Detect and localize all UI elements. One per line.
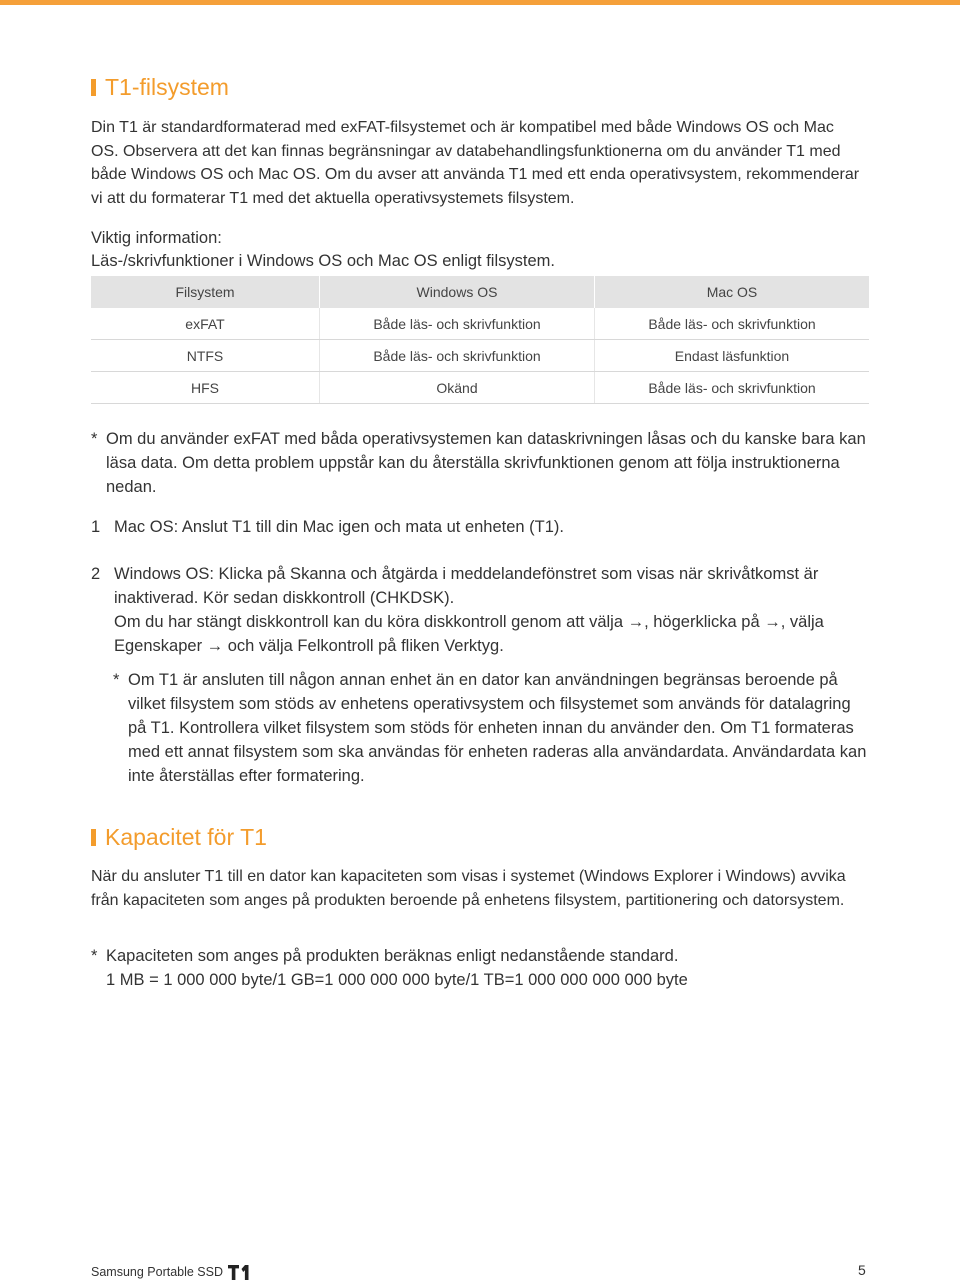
exfat-note	[91, 427, 871, 499]
table-row	[91, 372, 869, 404]
asterisk-mark: *	[91, 947, 98, 965]
table-cell: NTFS	[91, 340, 320, 372]
filesystem-table	[91, 276, 869, 404]
capacity-note	[91, 944, 871, 992]
t1-logo-icon	[228, 1262, 252, 1282]
device-note	[113, 668, 869, 788]
section-title-text: Kapacitet för T1	[105, 824, 267, 850]
top-accent-bar	[0, 0, 960, 5]
capacity-standard-text: 1 MB = 1 000 000 byte/1 GB=1 000 000 000 byte/1 TB=1 000 000 000 000 byte	[106, 971, 688, 989]
section-title-capacity	[91, 823, 267, 851]
step-2	[91, 562, 871, 658]
table-header-cell: Filsystem	[91, 276, 320, 308]
table-cell: Både läs- och skrivfunktion	[320, 308, 595, 340]
important-text: Läs-/skrivfunktioner i Windows OS och Mac OS enligt filsystem.	[91, 252, 555, 270]
table-row	[91, 308, 869, 340]
step-text: Windows OS: Klicka på Skanna och åtgärda i meddelandefönstret som visas när skrivåtkomst är inaktiverad. Kör sedan diskkontroll (CHKDSK).	[114, 565, 819, 607]
important-heading: Viktig information:	[91, 229, 222, 247]
step-text: Om du har stängt diskkontroll kan du köra diskkontroll genom att välja →, högerklicka på →, välja Egenskaper → och välja Felkontroll på fliken Verktyg.	[114, 613, 824, 655]
step-number: 1	[91, 518, 101, 536]
capacity-note-text: Kapaciteten som anges på produkten beräknas enligt nedanstående standard.	[106, 947, 679, 965]
asterisk-mark: *	[91, 430, 98, 448]
title-marker-icon	[91, 829, 96, 846]
table-row	[91, 340, 869, 372]
table-cell: Både läs- och skrivfunktion	[595, 308, 870, 340]
step-text: Mac OS: Anslut T1 till din Mac igen och mata ut enheten (T1).	[114, 518, 564, 536]
footer-brand	[91, 1262, 252, 1282]
table-cell: Okänd	[320, 372, 595, 404]
table-header-cell: Windows OS	[320, 276, 595, 308]
capacity-intro: När du ansluter T1 till en dator kan kapaciteten som visas i systemet (Windows Explorer i Windows) avvika från kapaciteten som anges på produkten beroende på enhetens filsystem, partitionering och datorsystem.	[91, 868, 846, 909]
table-header-row	[91, 276, 869, 308]
footer-brand-text: Samsung Portable SSD	[91, 1265, 224, 1279]
title-marker-icon	[91, 79, 96, 96]
section-title-filesystem	[91, 73, 229, 101]
page-number: 5	[858, 1262, 866, 1278]
step-number: 2	[91, 565, 101, 583]
device-note-text: Om T1 är ansluten till någon annan enhet än en dator kan användningen begränsas beroende på vilket filsystem som stöds av enhetens operativsystem och filsystemet som används för datalagring på T1. Kontrollera vilket filsystem som stöds för enheten innan du använder den. Om T1 formateras med ett annat filsystem som ska användas för enheten raderas alla användardata. Användardata kan inte återställas efter formatering.	[128, 671, 867, 785]
exfat-note-text: Om du använder exFAT med båda operativsystemen kan dataskrivningen låsas och du kanske bara kan läsa data. Om detta problem uppstår kan du återställa skrivfunktionen genom att följa instruktionerna nedan.	[106, 430, 866, 496]
table-cell: exFAT	[91, 308, 320, 340]
filesystem-intro: Din T1 är standardformaterad med exFAT-filsystemet och är kompatibel med både Windows OS och Mac OS. Observera att det kan finnas begränsningar av databehandlingsfunktionerna om du använder T1 med både Windows OS och Mac OS. Om du avser att använda T1 med ett enda operativsystem, rekommenderar vi att du formaterar T1 med det aktuella operativsystemets filsystem.	[91, 119, 860, 207]
table-cell: Endast läsfunktion	[595, 340, 870, 372]
section-title-text: T1-filsystem	[105, 74, 229, 100]
step-1	[91, 515, 871, 539]
table-header-cell: Mac OS	[595, 276, 870, 308]
table-cell: HFS	[91, 372, 320, 404]
table-cell: Både läs- och skrivfunktion	[595, 372, 870, 404]
asterisk-mark: *	[113, 671, 120, 689]
table-cell: Både läs- och skrivfunktion	[320, 340, 595, 372]
